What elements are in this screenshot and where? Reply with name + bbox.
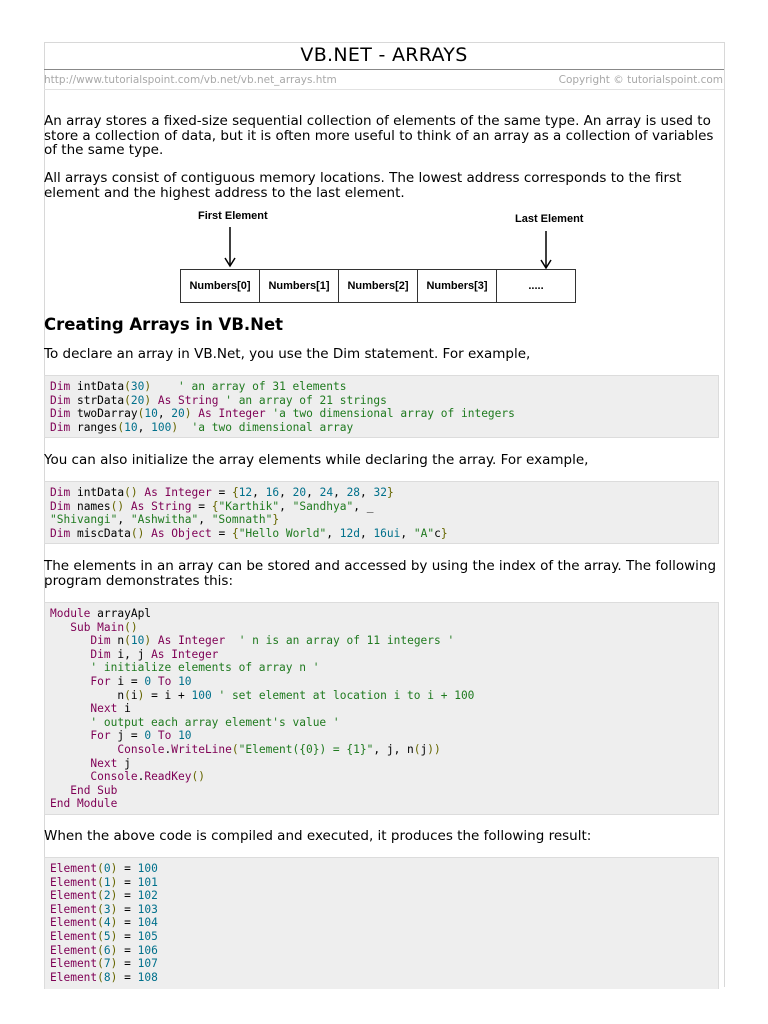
code-line: Console.ReadKey() <box>90 770 205 784</box>
code-block-init[interactable] <box>44 481 719 544</box>
source-url[interactable]: http://www.tutorialspoint.com/vb.net/vb.net_arrays.htm <box>44 74 337 86</box>
first-element-label: First Element <box>198 210 268 222</box>
array-cell: Numbers[1] <box>259 269 339 303</box>
code-line: Element(8) = 108 <box>50 970 158 984</box>
code-line: Dim miscData() As Object = {"Hello World", 12d, 16ui, "A"c} <box>50 526 448 540</box>
code-line: ' output each array element's value ' <box>90 715 340 729</box>
intro-paragraph-2: All arrays consist of contiguous memory locations. The lowest address corresponds to the first element and the highest address to the last element. <box>44 170 682 201</box>
code-line: Module arrayApl <box>50 607 152 620</box>
init-paragraph: You can also initialize the array elements while declaring the array. For example, <box>44 452 589 468</box>
code-line: Dim n(10) As Integer ' n is an array of 11 integers ' <box>90 634 455 648</box>
code-line: Dim names() As String = {"Karthik", "Sandhya", _ <box>50 499 374 513</box>
code-line: Dim intData(30) ' an array of 31 elements <box>50 380 347 393</box>
result-paragraph: When the above code is compiled and executed, it produces the following result: <box>44 828 592 844</box>
code-line: Next i <box>90 702 131 716</box>
array-cell: Numbers[0] <box>180 269 260 303</box>
meta-divider <box>44 89 724 90</box>
code-line: Element(1) = 101 <box>50 875 158 889</box>
code-line: Console.WriteLine("Element({0}) = {1}", j, n(j)) <box>117 742 441 756</box>
array-cell: Numbers[3] <box>417 269 497 303</box>
code-line: Next j <box>90 756 131 770</box>
code-block-declare[interactable] <box>44 375 719 438</box>
code-line: Element(6) = 106 <box>50 943 158 957</box>
code-block-output[interactable] <box>44 857 719 989</box>
code-line: n(i) = i + 100 ' set element at location i to i + 100 <box>50 688 475 702</box>
code-line: Element(3) = 103 <box>50 902 158 916</box>
code-line: End Module <box>50 797 118 811</box>
code-line: Dim ranges(10, 100) 'a two dimensional array <box>50 420 354 434</box>
section-heading: Creating Arrays in VB.Net <box>44 315 284 334</box>
array-memory-diagram <box>180 205 590 307</box>
code-line: Element(7) = 107 <box>50 957 158 971</box>
code-line: Dim intData() As Integer = {12, 16, 20, 24, 28, 32} <box>50 486 394 499</box>
code-line: Element(4) = 104 <box>50 916 158 930</box>
code-line: Dim twoDarray(10, 20) As Integer 'a two dimensional array of integers <box>50 407 515 421</box>
code-line: Element(0) = 100 <box>50 862 158 875</box>
access-paragraph: The elements in an array can be stored and accessed by using the index of the array. The following program demonstrates this: <box>44 558 717 589</box>
code-line: Element(2) = 102 <box>50 889 158 903</box>
array-cell: ..... <box>496 269 576 303</box>
code-line: Dim i, j As Integer <box>90 647 219 661</box>
array-cell: Numbers[2] <box>338 269 418 303</box>
code-line: Element(5) = 105 <box>50 929 158 943</box>
last-element-label: Last Element <box>515 213 584 225</box>
page-title: VB.NET - ARRAYS <box>300 44 468 66</box>
code-line: For i = 0 To 10 <box>90 674 192 688</box>
array-cells <box>180 269 576 303</box>
code-line: "Shivangi", "Ashwitha", "Somnath"} <box>50 513 280 527</box>
first-element-arrow-icon <box>224 227 236 269</box>
declare-paragraph: To declare an array in VB.Net, you use the Dim statement. For example, <box>44 346 531 362</box>
intro-paragraph-1: An array stores a fixed-size sequential collection of elements of the same type. An array is used to store a collection of data, but it is often more useful to think of an array as a collection of variables of the same type. <box>44 113 714 158</box>
code-line: ' initialize elements of array n ' <box>90 661 320 675</box>
copyright-notice: Copyright © tutorialspoint.com <box>558 74 723 86</box>
last-element-arrow-icon <box>540 231 552 271</box>
code-block-program[interactable] <box>44 602 719 815</box>
title-divider <box>44 69 724 70</box>
code-line: For j = 0 To 10 <box>90 729 192 743</box>
code-line: Sub Main() <box>70 620 138 634</box>
code-line: Dim strData(20) As String ' an array of 21 strings <box>50 393 387 407</box>
code-line: End Sub <box>70 783 118 797</box>
